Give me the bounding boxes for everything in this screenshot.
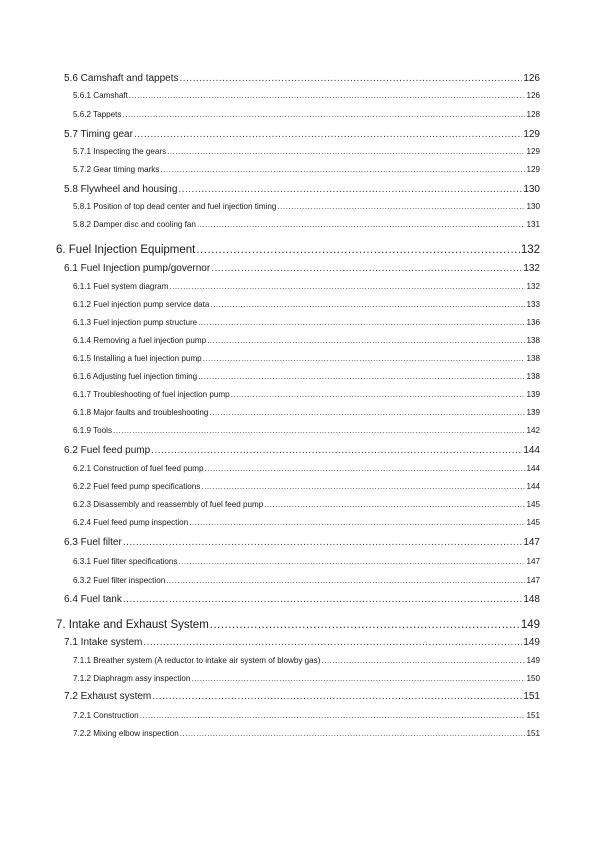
toc-entry-page: 147 [526, 557, 540, 566]
toc-entry-title: 6.1.4 Removing a fuel injection pump [73, 336, 207, 345]
toc-entry-page: 126 [523, 73, 540, 84]
toc-entry[interactable] [73, 558, 540, 566]
toc-entry-page: 138 [526, 372, 540, 381]
dot-leader [123, 538, 523, 548]
toc-entry-title: 6.1.3 Fuel injection pump structure [73, 318, 198, 327]
toc-entry-title: 5.7.1 Inspecting the gears [73, 147, 167, 156]
dot-leader [210, 301, 525, 309]
toc-entry-page: 149 [520, 619, 540, 631]
toc-entry-title: 6.1.7 Troubleshooting of fuel injection pump [73, 390, 230, 399]
toc-entry-title: 5.7.2 Gear timing marks [73, 165, 160, 174]
dot-leader [321, 657, 525, 665]
toc-entry-page: 150 [526, 674, 540, 683]
toc-entry-title: 5.7 Timing gear [64, 129, 133, 140]
toc-entry-page: 149 [526, 656, 540, 665]
toc-entry[interactable] [73, 675, 540, 683]
toc-entry-page: 136 [526, 318, 540, 327]
dot-leader [123, 595, 523, 605]
toc-entry[interactable] [73, 409, 540, 417]
toc-entry-page: 126 [526, 91, 540, 100]
dot-leader [122, 111, 525, 119]
toc-entry-page: 129 [526, 165, 540, 174]
toc-entry[interactable] [73, 301, 540, 309]
toc-entry[interactable] [64, 130, 540, 140]
dot-leader [160, 166, 525, 174]
dot-leader [152, 692, 522, 702]
toc-entry[interactable] [73, 712, 540, 720]
toc-entry-page: 133 [526, 300, 540, 309]
toc-entry-title: 5.6.2 Tappets [73, 110, 122, 119]
dot-leader [151, 446, 522, 456]
toc-entry[interactable] [64, 538, 540, 548]
toc-entry[interactable] [73, 427, 540, 435]
toc-entry[interactable] [73, 519, 540, 527]
dot-leader [191, 675, 525, 683]
toc-entry-title: 6.4 Fuel tank [64, 594, 122, 605]
dot-leader [207, 337, 525, 345]
toc-entry-title: 7.2 Exhaust system [64, 691, 152, 702]
toc-entry-title: 6.2.1 Construction of fuel feed pump [73, 464, 204, 473]
toc-entry[interactable] [64, 185, 540, 195]
toc-entry-page: 147 [523, 537, 540, 548]
toc-entry-title: 6.2.2 Fuel feed pump specifications [73, 482, 201, 491]
toc-entry-title: 7. Intake and Exhaust System [56, 619, 209, 631]
toc-entry[interactable] [73, 319, 540, 327]
toc-entry[interactable] [73, 501, 540, 509]
toc-entry-page: 144 [523, 445, 540, 456]
toc-entry-page: 132 [523, 263, 540, 274]
toc-entry[interactable] [73, 465, 540, 473]
toc-entry-title: 6.1.1 Fuel system diagram [73, 282, 169, 291]
toc-entry[interactable] [64, 446, 540, 456]
dot-leader [264, 501, 525, 509]
toc-entry[interactable] [73, 337, 540, 345]
dot-leader [178, 185, 522, 195]
toc-entry[interactable] [73, 283, 540, 291]
dot-leader [203, 355, 525, 363]
toc-entry[interactable] [73, 92, 540, 100]
dot-leader [134, 130, 522, 140]
toc-entry-page: 129 [526, 147, 540, 156]
dot-leader [231, 391, 525, 399]
dot-leader [169, 283, 525, 291]
dot-leader [129, 92, 525, 100]
toc-entry-page: 144 [526, 464, 540, 473]
toc-entry[interactable] [73, 148, 540, 156]
dot-leader [196, 245, 519, 257]
toc-entry-page: 151 [526, 729, 540, 738]
toc-entry-page: 148 [523, 594, 540, 605]
toc-entry-title: 5.6 Camshaft and tappets [64, 73, 179, 84]
dot-leader [197, 221, 525, 229]
toc-entry-title: 6.1.9 Tools [73, 426, 112, 435]
toc-entry[interactable] [64, 692, 540, 702]
toc-entry-title: 7.1.1 Breather system (A reductor to intake air system of blowby gas) [73, 656, 321, 665]
toc-entry[interactable] [73, 373, 540, 381]
dot-leader [201, 483, 525, 491]
dot-leader [198, 319, 525, 327]
toc-entry-title: 6.1.2 Fuel injection pump service data [73, 300, 210, 309]
toc-entry-page: 142 [526, 426, 540, 435]
toc-entry-page: 132 [520, 244, 540, 256]
toc-entry-page: 138 [526, 336, 540, 345]
toc-entry-title: 6.1 Fuel Injection pump/governor [64, 263, 211, 274]
toc-entry[interactable] [56, 245, 540, 257]
toc-entry-page: 130 [526, 202, 540, 211]
toc-entry-page: 144 [526, 482, 540, 491]
dot-leader [166, 577, 525, 585]
dot-leader [211, 264, 522, 274]
dot-leader [204, 465, 525, 473]
toc-entry-page: 145 [526, 518, 540, 527]
toc-entry[interactable] [73, 483, 540, 491]
toc-entry[interactable] [73, 657, 540, 665]
toc-entry-title: 7.1.2 Diaphragm assy inspection [73, 674, 191, 683]
dot-leader [113, 427, 525, 435]
toc-entry-title: 7.2.1 Construction [73, 711, 139, 720]
toc-entry-page: 138 [526, 354, 540, 363]
toc-entry-page: 139 [526, 390, 540, 399]
dot-leader [209, 409, 525, 417]
toc-entry[interactable] [64, 74, 540, 84]
toc-entry-page: 128 [526, 110, 540, 119]
toc-entry[interactable] [64, 595, 540, 605]
dot-leader [180, 74, 523, 84]
toc-entry[interactable] [73, 111, 540, 119]
toc-entry-title: 6.3.1 Fuel filter specifications [73, 557, 178, 566]
toc-entry-title: 6.3.2 Fuel filter inspection [73, 576, 166, 585]
toc-entry[interactable] [64, 264, 540, 274]
dot-leader [277, 203, 525, 211]
toc-entry[interactable] [73, 730, 540, 738]
toc-entry-page: 149 [523, 637, 540, 648]
toc-entry[interactable] [64, 638, 540, 648]
toc-entry-title: 6.1.5 Installing a fuel injection pump [73, 354, 202, 363]
toc-entry-title: 5.8.1 Position of top dead center and fuel injection timing [73, 202, 277, 211]
toc-entry[interactable] [73, 166, 540, 174]
dot-leader [140, 712, 525, 720]
toc-entry-title: 5.6.1 Camshaft [73, 91, 128, 100]
dot-leader [178, 558, 525, 566]
dot-leader [198, 373, 525, 381]
toc-entry[interactable] [73, 577, 540, 585]
toc-entry-page: 139 [526, 408, 540, 417]
dot-leader [189, 519, 525, 527]
dot-leader [210, 620, 520, 632]
toc-entry-title: 6.2 Fuel feed pump [64, 445, 151, 456]
toc-entry-page: 151 [526, 711, 540, 720]
toc-entry-title: 5.8 Flywheel and housing [64, 184, 178, 195]
toc-entry-title: 7.1 Intake system [64, 637, 143, 648]
toc-entry[interactable] [73, 355, 540, 363]
toc-entry-title: 6.1.6 Adjusting fuel injection timing [73, 372, 198, 381]
toc-entry-page: 130 [523, 184, 540, 195]
toc-entry[interactable] [73, 391, 540, 399]
dot-leader [180, 730, 525, 738]
toc-entry-page: 145 [526, 500, 540, 509]
toc-entry-title: 6.3 Fuel filter [64, 537, 122, 548]
toc-entry-page: 151 [523, 691, 540, 702]
toc-entry-title: 7.2.2 Mixing elbow inspection [73, 729, 179, 738]
toc-entry-page: 147 [526, 576, 540, 585]
dot-leader [143, 638, 522, 648]
toc-entry-title: 6.1.8 Major faults and troubleshooting [73, 408, 209, 417]
toc-entry-page: 131 [526, 220, 540, 229]
dot-leader [167, 148, 525, 156]
toc-entry-page: 132 [526, 282, 540, 291]
toc-entry[interactable] [73, 203, 540, 211]
toc-entry-title: 6.2.4 Fuel feed pump inspection [73, 518, 189, 527]
toc-entry-title: 6.2.3 Disassembly and reassembly of fuel feed pump [73, 500, 264, 509]
toc-entry-title: 6. Fuel Injection Equipment [56, 244, 196, 256]
toc-entry[interactable] [56, 620, 540, 632]
toc-entry[interactable] [73, 221, 540, 229]
toc-entry-page: 129 [523, 129, 540, 140]
toc-entry-title: 5.8.2 Damper disc and cooling fan [73, 220, 196, 229]
